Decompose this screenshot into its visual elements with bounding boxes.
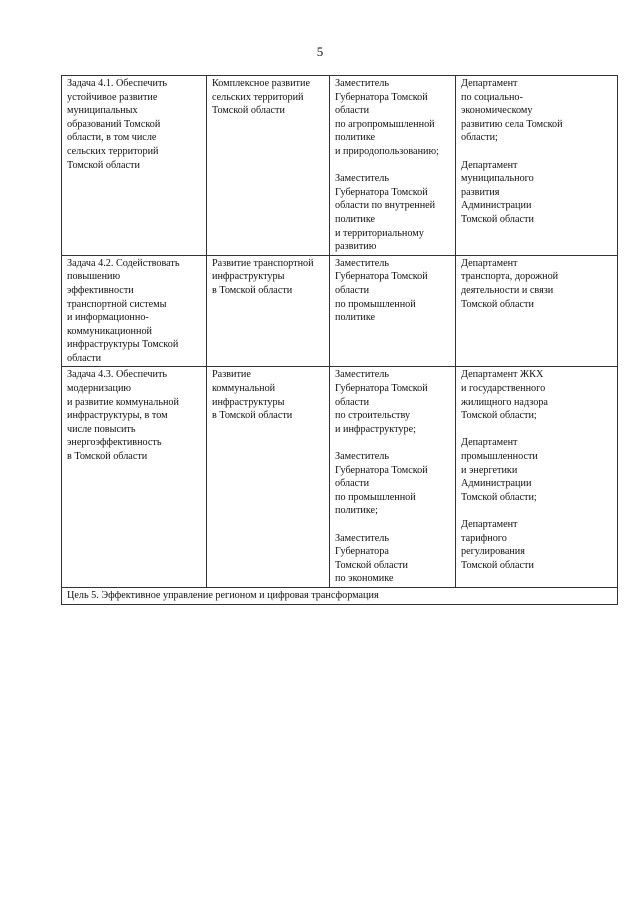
task-line: образований Томской xyxy=(67,118,161,130)
program-line: инфраструктуры xyxy=(212,271,285,283)
program-line: в Томской области xyxy=(212,284,293,296)
table-row-task-4-1 xyxy=(62,76,618,256)
task-line: транспортной системы xyxy=(67,298,167,310)
paragraph-gap xyxy=(335,518,451,532)
task-line: энергоэффективность xyxy=(67,437,162,449)
curator-cell xyxy=(330,76,456,256)
curator-line: по строительству xyxy=(335,410,411,422)
task-line: области xyxy=(67,352,102,364)
curator-line: области xyxy=(335,396,370,408)
department-line: Томской области xyxy=(461,213,534,225)
department-line: и государственного xyxy=(461,383,546,395)
department-cell xyxy=(456,367,618,588)
department-line: развития xyxy=(461,186,500,198)
department-line: Департамент ЖКХ xyxy=(461,369,544,381)
department-line: деятельности и связи xyxy=(461,284,554,296)
department-line: Томской области; xyxy=(461,491,537,503)
curator-line: области xyxy=(335,478,370,490)
task-line: муниципальных xyxy=(67,105,138,117)
curator-line: области xyxy=(335,105,370,117)
department-line: экономическому xyxy=(461,105,533,117)
task-line: сельских территорий xyxy=(67,145,159,157)
curator-line: по экономике xyxy=(335,573,394,585)
program-line: инфраструктуры xyxy=(212,396,285,408)
department-cell xyxy=(456,255,618,367)
curator-line: Заместитель xyxy=(335,257,389,269)
program-cell xyxy=(207,76,330,256)
program-cell xyxy=(207,255,330,367)
department-line: и энергетики xyxy=(461,464,518,476)
curator-line: политике xyxy=(335,312,376,324)
department-line: области; xyxy=(461,132,498,144)
curator-line: Губернатора Томской xyxy=(335,91,428,103)
task-line: в Томской области xyxy=(67,451,148,463)
task-line: и развитие коммунальной xyxy=(67,396,179,408)
curator-line: Губернатора Томской xyxy=(335,383,428,395)
curator-line: Губернатора Томской xyxy=(335,186,428,198)
task-line: эффективности xyxy=(67,284,134,296)
curator-line: Губернатора Томской xyxy=(335,464,428,476)
task-line: области, в том числе xyxy=(67,132,157,144)
goals-table xyxy=(61,75,618,605)
curator-line: области по внутренней xyxy=(335,200,436,212)
department-line: Департамент xyxy=(461,257,518,269)
department-line: тарифного xyxy=(461,532,507,544)
task-line: числе повысить xyxy=(67,423,136,435)
department-line: регулирования xyxy=(461,546,525,558)
task-line: коммуникационной xyxy=(67,325,152,337)
curator-line: Заместитель xyxy=(335,369,389,381)
department-line: Департамент xyxy=(461,437,518,449)
curator-cell xyxy=(330,367,456,588)
paragraph-gap xyxy=(461,145,613,159)
curator-line: политике xyxy=(335,132,376,144)
task-line: модернизацию xyxy=(67,383,132,395)
task-line: устойчивое развитие xyxy=(67,91,158,103)
curator-line: политике xyxy=(335,213,376,225)
page-number: 5 xyxy=(316,44,324,59)
department-cell xyxy=(456,76,618,256)
curator-line: по агропромышленной xyxy=(335,118,435,130)
department-line: жилищного надзора xyxy=(461,396,548,408)
task-line: Томской области xyxy=(67,159,140,171)
curator-line: и природопользованию; xyxy=(335,145,439,157)
curator-line: области xyxy=(335,284,370,296)
program-line: коммунальной xyxy=(212,383,276,395)
task-line: Задача 4.1. Обеспечить xyxy=(67,78,168,89)
paragraph-gap xyxy=(461,504,613,518)
task-line: инфраструктуры Томской xyxy=(67,339,179,351)
task-line: Задача 4.3. Обеспечить xyxy=(67,369,168,381)
curator-line: Заместитель xyxy=(335,173,389,185)
task-cell xyxy=(62,367,207,588)
department-line: развитию села Томской xyxy=(461,118,563,130)
department-line: Департамент xyxy=(461,519,518,530)
table-row-task-4-3 xyxy=(62,367,618,588)
department-line: Томской области; xyxy=(461,410,537,422)
program-line: Томской области xyxy=(212,105,285,117)
department-line: Администрации xyxy=(461,478,532,490)
table-row-task-4-2 xyxy=(62,255,618,367)
curator-line: и инфраструктуре; xyxy=(335,423,416,435)
program-line: в Томской области xyxy=(212,410,293,422)
curator-line: развитию xyxy=(335,241,377,253)
department-line: Администрации xyxy=(461,200,532,212)
department-line: транспорта, дорожной xyxy=(461,271,559,283)
department-line: Департамент xyxy=(461,159,518,171)
curator-line: Заместитель xyxy=(335,532,389,544)
goal-cell: Цель 5. Эффективное управление регионом и цифровая трансформация xyxy=(62,587,618,604)
department-line: муниципального xyxy=(461,173,534,185)
curator-line: политике; xyxy=(335,505,378,517)
program-cell xyxy=(207,367,330,588)
task-line: и информационно- xyxy=(67,312,149,324)
curator-line: Губернатора Томской xyxy=(335,271,428,283)
curator-line: Томской области xyxy=(335,559,408,571)
curator-line: Заместитель xyxy=(335,451,389,463)
paragraph-gap xyxy=(335,436,451,450)
curator-line: и территориальному xyxy=(335,227,424,239)
task-line: Задача 4.2. Содействовать xyxy=(67,257,180,269)
department-line: Томской области xyxy=(461,559,534,571)
department-line: Департамент xyxy=(461,78,518,89)
task-line: инфраструктуры, в том xyxy=(67,410,168,422)
table-body xyxy=(62,76,618,605)
paragraph-gap xyxy=(461,423,613,437)
curator-line: Заместитель xyxy=(335,78,389,89)
curator-line: по промышленной xyxy=(335,298,416,310)
paragraph-gap xyxy=(335,159,451,173)
curator-line: Губернатора xyxy=(335,546,389,558)
table-row-goal-5 xyxy=(62,587,618,604)
curator-line: по промышленной xyxy=(335,491,416,503)
program-line: Комплексное развитие xyxy=(212,78,310,89)
department-line: промышленности xyxy=(461,451,538,463)
department-line: по социально- xyxy=(461,91,523,103)
program-line: Развитие транспортной xyxy=(212,257,314,269)
department-line: Томской области xyxy=(461,298,534,310)
program-line: Развитие xyxy=(212,369,251,381)
task-line: повышению xyxy=(67,271,121,283)
task-cell xyxy=(62,255,207,367)
task-cell xyxy=(62,76,207,256)
curator-cell xyxy=(330,255,456,367)
program-line: сельских территорий xyxy=(212,91,304,103)
